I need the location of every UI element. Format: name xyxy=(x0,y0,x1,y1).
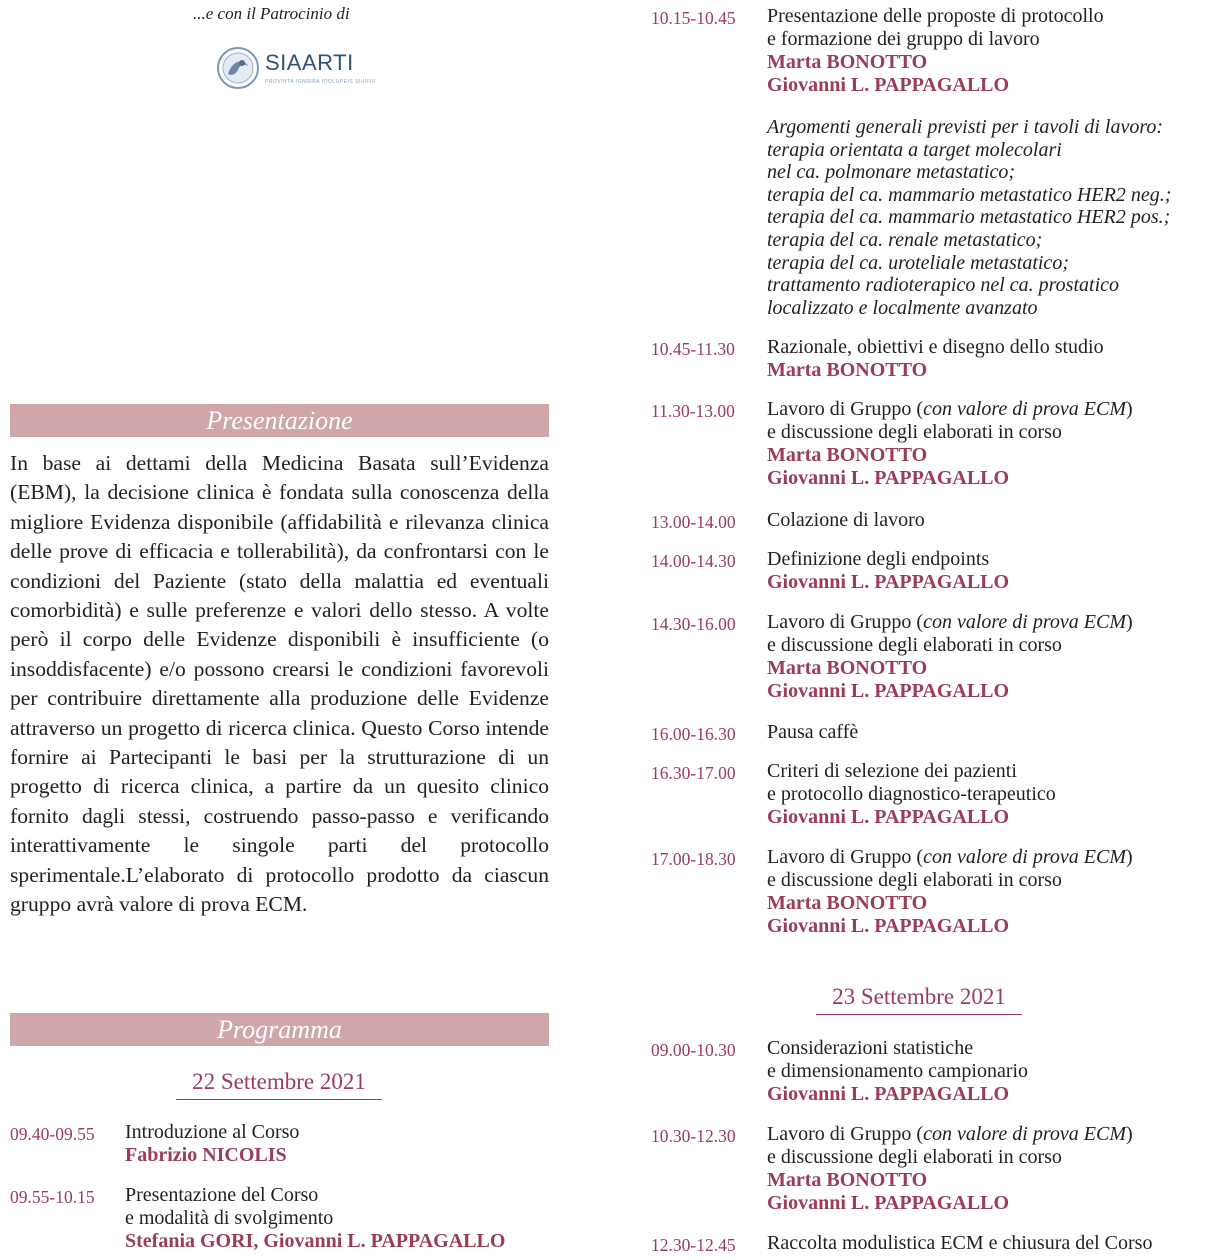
session-time: 12.30-12.45 xyxy=(651,1235,736,1255)
notes-line: nel ca. polmonare metastatico; xyxy=(767,161,1016,184)
session-entry xyxy=(767,611,1133,703)
notes-line: localizzato e localmente avanzato xyxy=(767,296,1038,319)
notes-line: terapia del ca. renale metastatico; xyxy=(767,228,1043,251)
session-title: Razionale, obiettivi e disegno dello studio xyxy=(767,336,1104,358)
session-speaker: Marta BONOTTO xyxy=(767,359,928,381)
session-title: Lavoro di Gruppo (con valore di prova ECM) xyxy=(767,611,1133,633)
presentazione-heading: Presentazione xyxy=(10,404,549,437)
session-entry xyxy=(767,5,1104,97)
session-time: 10.45-11.30 xyxy=(651,339,735,359)
notes-line: Argomenti generali previsti per i tavoli di lavoro: xyxy=(767,116,1164,138)
session-title: e discussione degli elaborati in corso xyxy=(767,634,1062,656)
session-entry xyxy=(767,721,858,744)
session-title: e discussione degli elaborati in corso xyxy=(767,1146,1062,1168)
logo-subtitle: PROVINTA IGNIRRA IOOLUPEIS SIIIIFIII xyxy=(265,79,376,85)
session-time: 17.00-18.30 xyxy=(651,849,736,869)
session-entry xyxy=(767,509,925,532)
session-speaker: Giovanni L. PAPPAGALLO xyxy=(767,806,1010,828)
session-title: e formazione dei gruppo di lavoro xyxy=(767,28,1040,50)
session-title: Lavoro di Gruppo (con valore di prova ECM) xyxy=(767,398,1133,420)
session-speaker: Giovanni L. PAPPAGALLO xyxy=(767,915,1010,937)
session-speaker: Giovanni L. PAPPAGALLO xyxy=(767,1083,1010,1105)
programma-heading: Programma xyxy=(10,1013,549,1046)
session-title: Raccolta modulistica ECM e chiusura del Corso xyxy=(767,1232,1153,1254)
session-time: 16.30-17.00 xyxy=(651,763,736,783)
presentazione-body: In base ai dettami della Medicina Basata sull’Evidenza (EBM), la decisione clinica è fondata sulla conoscenza della migliore Evidenza disponibile (affidabilità e rilevanza clinica delle prove di efficacia e tollerabilità), da confrontarsi con le condizioni del Paziente (stato della malattia ed eventuali comorbidità) e sulle preferenze e valori dello stesso. A volte però il corpo delle Evidenze disponibili è insufficiente (o insoddisfacente) e/o possono crearsi le condizioni favorevoli per contribuire direttamente alla produzione delle Evidenze attraverso un progetto di ricerca clinica. Questo Corso intende fornire ai Partecipanti le basi per la strutturazione di un progetto di ricerca clinica, a partire da un quesito clinico fornito dagli stessi, costruendo passo-passo e verificando interattivamente le singole parti del protocollo sperimentale.L’elaborato di protocollo prodotto da ciascun gruppo avrà valore di prova ECM. xyxy=(10,451,549,917)
session-entry xyxy=(125,1121,299,1167)
session-title: Lavoro di Gruppo (con valore di prova ECM) xyxy=(767,846,1133,868)
session-entry xyxy=(767,336,1104,382)
session-title: Presentazione del Corso xyxy=(125,1184,319,1206)
siaarti-logo xyxy=(216,46,376,94)
session-time: 11.30-13.00 xyxy=(651,401,735,421)
session-entry xyxy=(767,548,1009,594)
day-1-heading: 22 Settembre 2021 xyxy=(192,1069,366,1094)
notes-line: terapia del ca. mammario metastatico HER2 pos.; xyxy=(767,206,1171,229)
session-time: 09.00-10.30 xyxy=(651,1040,736,1060)
session-title: Criteri di selezione dei pazienti xyxy=(767,760,1017,782)
session-speaker: Giovanni L. PAPPAGALLO xyxy=(767,74,1010,96)
session-entry xyxy=(767,1123,1133,1215)
session-time: 14.00-14.30 xyxy=(651,551,736,571)
session-speaker: Giovanni L. PAPPAGALLO xyxy=(767,680,1010,702)
session-time: 10.30-12.30 xyxy=(651,1126,736,1146)
session-title: Lavoro di Gruppo (con valore di prova ECM) xyxy=(767,1123,1133,1145)
session-time: 10.15-10.45 xyxy=(651,8,736,28)
session-time: 09.40-09.55 xyxy=(10,1124,95,1144)
session-time: 09.55-10.15 xyxy=(10,1187,95,1207)
session-title: Pausa caffè xyxy=(767,721,859,743)
session-speaker: Marta BONOTTO xyxy=(767,892,928,914)
session-speaker: Giovanni L. PAPPAGALLO xyxy=(767,571,1010,593)
session-title: Introduzione al Corso xyxy=(125,1121,300,1143)
session-speaker: Giovanni L. PAPPAGALLO xyxy=(767,1192,1010,1214)
patrocinio-text: ...e con il Patrocinio di xyxy=(193,4,350,23)
siaarti-emblem-icon xyxy=(216,46,260,90)
session-time: 16.00-16.30 xyxy=(651,724,736,744)
session-time: 13.00-14.00 xyxy=(651,512,736,532)
session-title: e dimensionamento campionario xyxy=(767,1060,1029,1082)
logo-wordmark: SIAARTI xyxy=(265,50,354,75)
session-speaker: Marta BONOTTO xyxy=(767,1169,928,1191)
session-title: Colazione di lavoro xyxy=(767,509,925,531)
notes-line: terapia del ca. uroteliale metastatico; xyxy=(767,251,1069,274)
session-entry xyxy=(125,1184,505,1253)
session-entry xyxy=(767,846,1133,938)
session-speaker: Marta BONOTTO xyxy=(767,51,928,73)
session-speaker: Fabrizio NICOLIS xyxy=(125,1144,287,1166)
session-title: e protocollo diagnostico-terapeutico xyxy=(767,783,1056,805)
session-speaker: Marta BONOTTO xyxy=(767,657,928,679)
day-2-heading: 23 Settembre 2021 xyxy=(832,984,1006,1009)
session-entry xyxy=(767,1037,1028,1106)
day-1-underline xyxy=(176,1099,382,1100)
day-2-underline xyxy=(816,1014,1022,1015)
session-speaker: Giovanni L. PAPPAGALLO xyxy=(767,467,1010,489)
argomenti-notes xyxy=(767,116,1171,319)
notes-line: terapia orientata a target molecolari xyxy=(767,138,1062,161)
notes-line: trattamento radioterapico nel ca. prostatico xyxy=(767,274,1120,297)
session-speaker: Marta BONOTTO xyxy=(767,444,928,466)
session-title: Considerazioni statistiche xyxy=(767,1037,974,1059)
session-time: 14.30-16.00 xyxy=(651,614,736,634)
session-entry xyxy=(767,1232,1152,1255)
session-speaker: Stefania GORI, Giovanni L. PAPPAGALLO xyxy=(125,1230,506,1252)
session-entry xyxy=(767,398,1133,490)
session-entry xyxy=(767,760,1056,829)
session-title: Presentazione delle proposte di protocollo xyxy=(767,5,1104,27)
session-title: e discussione degli elaborati in corso xyxy=(767,421,1062,443)
notes-line: terapia del ca. mammario metastatico HER2 neg.; xyxy=(767,183,1172,206)
session-title: Definizione degli endpoints xyxy=(767,548,990,570)
session-title: e discussione degli elaborati in corso xyxy=(767,869,1062,891)
session-title: e modalità di svolgimento xyxy=(125,1207,334,1229)
